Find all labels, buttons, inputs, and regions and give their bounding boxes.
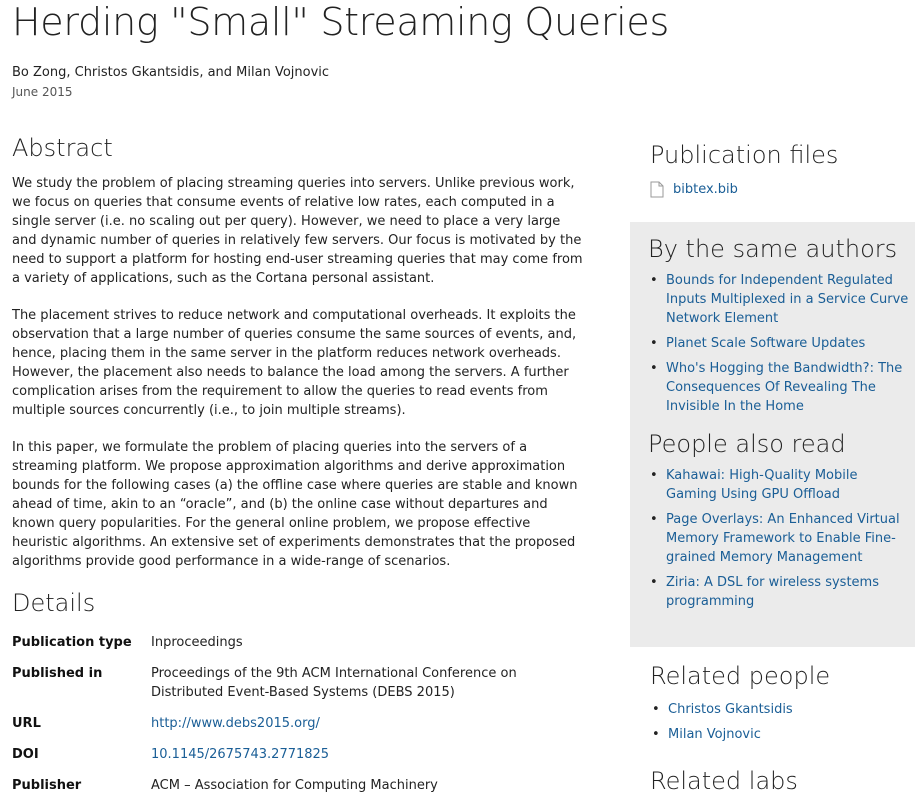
sidebar-panel: [630, 222, 915, 647]
related-labs-heading: Related labs: [650, 767, 798, 795]
also-read-link[interactable]: Kahawai: High-Quality Mobile Gaming Using GPU Offload: [666, 468, 858, 502]
also-read-heading: People also read: [648, 430, 846, 458]
same-authors-link[interactable]: Planet Scale Software Updates: [666, 336, 866, 351]
related-person-link[interactable]: Christos Gkantsidis: [668, 702, 793, 717]
details-row-publication-type: [12, 633, 587, 652]
details-value: ACM – Association for Computing Machinery: [151, 778, 438, 793]
details-row-published-in: [12, 664, 587, 702]
publication-date: June 2015: [12, 85, 73, 99]
doi-link[interactable]: 10.1145/2675743.2771825: [151, 747, 330, 762]
authors: Bo Zong, Christos Gkantsidis, and Milan Vojnovic: [12, 65, 330, 80]
related-person-link[interactable]: Milan Vojnovic: [668, 727, 761, 742]
details-label: URL: [12, 716, 41, 731]
url-link[interactable]: http://www.debs2015.org/: [151, 716, 320, 731]
list-item: [648, 334, 909, 353]
details-label: Publisher: [12, 778, 82, 793]
details-heading: Details: [12, 589, 96, 617]
details-value: Proceedings of the 9th ACM International Conference on Distributed Event-Based Systems (DEBS 2015): [151, 666, 517, 700]
details-row-url: [12, 714, 587, 733]
same-authors-list: [648, 271, 909, 416]
details-label: DOI: [12, 747, 39, 762]
same-authors-link[interactable]: Who's Hogging the Bandwidth?: The Consequences Of Revealing The Invisible In the Home: [666, 361, 903, 414]
details-row-publisher: [12, 776, 587, 795]
abstract-paragraph: In this paper, we formulate the problem of placing queries into the servers of a streaming platform. We propose approximation algorithms and derive approximation bounds for the following cases (a) the offline case where queries are stable and known ahead of time, akin to an “oracle”, and (b) the online case without departures and known query popularities. For the general online problem, we propose effective heuristic algorithms. An extensive set of experiments demonstrates that the proposed algorithms provide good performance in a wide-range of scenarios.: [12, 440, 578, 569]
list-item: [650, 725, 910, 744]
same-authors-link[interactable]: Bounds for Independent Regulated Inputs Multiplexed in a Service Curve Network Element: [666, 273, 909, 326]
details-label: Published in: [12, 666, 103, 681]
same-authors-heading: By the same authors: [648, 235, 898, 263]
abstract-paragraph: We study the problem of placing streaming queries into servers. Unlike previous work, we focus on queries that consume events of relative low rates, each computed in a single server (i.e. no scaling out per query). However, we need to place a very large and dynamic number of queries in relatively few servers. Our focus is motivated by the need to support a platform for hosting end-user streaming queries that may come from a variety of applications, such as the Cortana personal assistant.: [12, 176, 583, 286]
file-item[interactable]: [650, 181, 910, 198]
document-icon: [650, 181, 664, 198]
abstract-heading: Abstract: [12, 134, 113, 162]
list-item: [648, 466, 909, 504]
details-row-doi: [12, 745, 587, 764]
list-item: [648, 510, 909, 567]
details-label: Publication type: [12, 635, 132, 650]
related-people-list: [650, 700, 910, 744]
also-read-list: [648, 466, 909, 611]
list-item: [648, 271, 909, 328]
bibtex-file-link[interactable]: bibtex.bib: [673, 182, 738, 197]
related-people-section: [650, 662, 910, 750]
details-value: Inproceedings: [151, 635, 243, 650]
publication-files-section: [650, 141, 910, 198]
also-read-link[interactable]: Page Overlays: An Enhanced Virtual Memory Framework to Enable Fine-grained Memory Management: [666, 512, 900, 565]
page-title: Herding "Small" Streaming Queries: [12, 0, 669, 44]
abstract-paragraph: The placement strives to reduce network and computational overheads. It exploits the observation that a large number of queries consume the same sources of events, and, hence, placing them in the same server in the platform reduces network overheads. However, the placement also needs to balance the load among the servers. A further complication arises from the requirement to allow the queries to read events from multiple sources concurrently (i.e., to join multiple streams).: [12, 308, 577, 418]
list-item: [648, 359, 909, 416]
main-content: [12, 134, 587, 800]
also-read-link[interactable]: Ziria: A DSL for wireless systems programming: [666, 575, 879, 609]
list-item: [648, 573, 909, 611]
list-item: [650, 700, 910, 719]
related-people-heading: Related people: [650, 662, 831, 690]
publication-files-heading: Publication files: [650, 141, 839, 169]
